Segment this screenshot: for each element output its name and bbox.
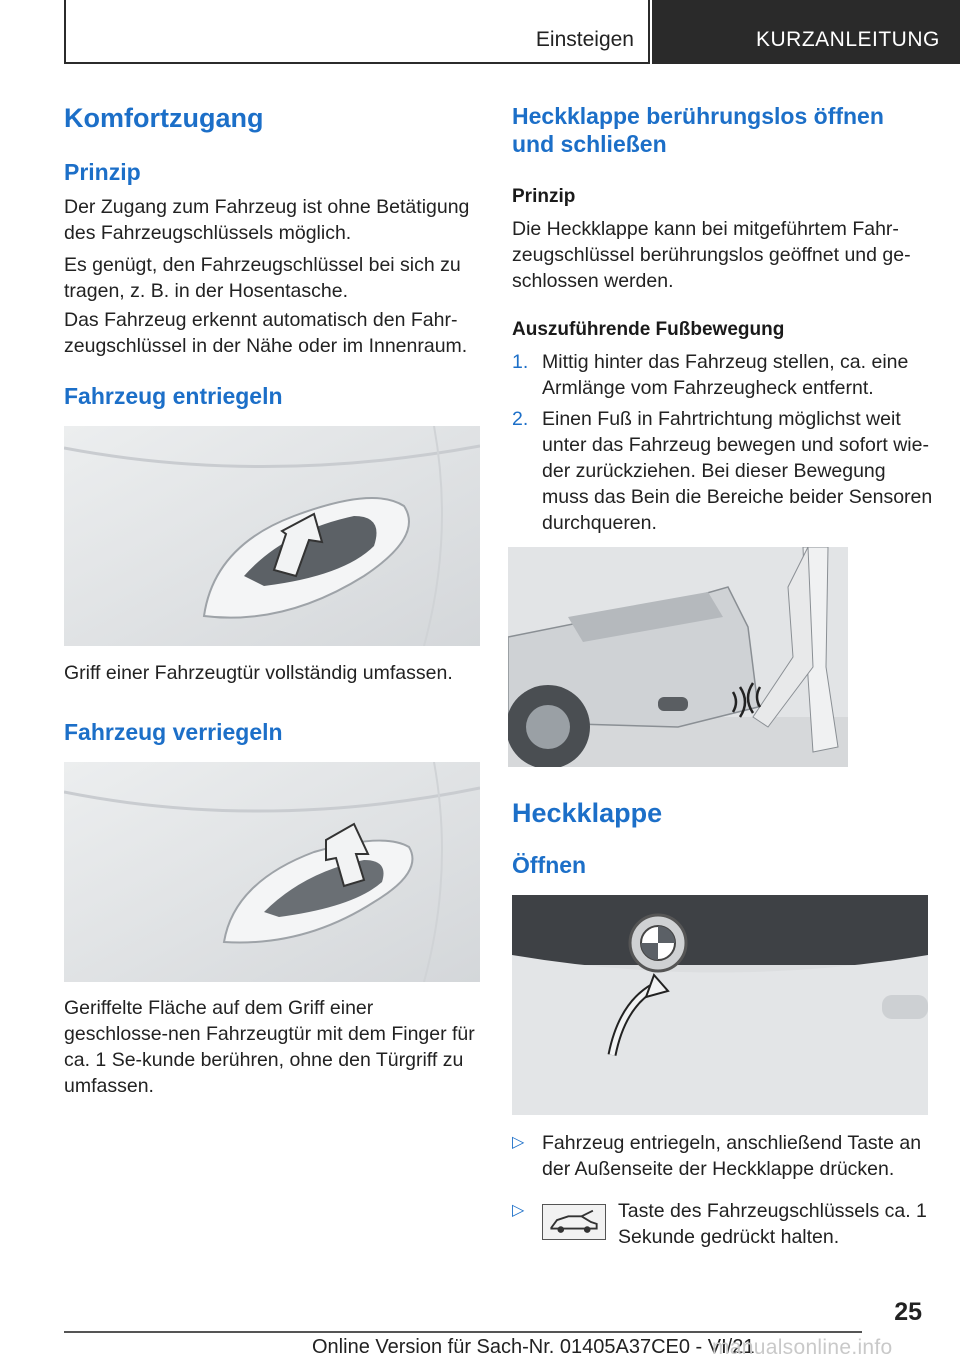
- prinzip-paragraph-3: Das Fahrzeug erkennt automatisch den Fahr-zeugschlüssel in der Nähe oder im Innenraum.: [64, 309, 468, 357]
- prinzip-paragraph-1: Der Zugang zum Fahrzeug ist ohne Betätigung des Fahrzeugschlüssels möglich.: [64, 196, 470, 244]
- bullet-item-1: [512, 1130, 930, 1182]
- verriegeln-caption: Geriffelte Fläche auf dem Griff einer geschlosse-nen Fahrzeugtür mit dem Finger für ca. 1 Se-kunde berühren, ohne den Türgriff zu umfassen.: [64, 997, 475, 1097]
- fussbewegung-heading: Auszuführende Fußbewegung: [512, 319, 785, 340]
- footer-rule: [64, 1331, 862, 1333]
- entriegeln-caption: Griff einer Fahrzeugtür vollständig umfassen.: [64, 662, 453, 684]
- komfortzugang-title: Komfortzugang: [64, 103, 264, 133]
- bullet-item-2: [512, 1198, 930, 1250]
- step-item-1: [512, 349, 932, 401]
- step-number: 1.: [512, 351, 529, 373]
- step-text: Einen Fuß in Fahrtrichtung möglichst weit unter das Fahrzeug bewegen und sofort wie-der zurückziehen. Bei dieser Bewegung muss das Bein die Bereiche beider Sensoren durchqueren.: [542, 408, 933, 534]
- car-tailgate-key-glyph: [543, 1205, 605, 1239]
- header-chapter-label: KURZANLEITUNG: [756, 28, 940, 51]
- tailgate-button-figure: [512, 895, 928, 1115]
- door-handle-lock-illustration: [64, 762, 480, 982]
- door-handle-lock-figure: [64, 762, 480, 982]
- car-tailgate-key-icon: [542, 1204, 606, 1240]
- tailgate-button-illustration: [512, 895, 928, 1115]
- prinzip-heading: Prinzip: [64, 159, 141, 185]
- door-handle-unlock-illustration: [64, 426, 480, 646]
- heckklappe-beruehrungslos-title: Heckklappe berührungslos öffnen und schließen: [512, 103, 884, 157]
- foot-gesture-illustration: [508, 547, 848, 767]
- bullet-triangle-icon: ▷: [512, 1202, 525, 1219]
- prinzip-paragraph-2: Es genügt, den Fahrzeugschlüssel bei sich zu tragen, z. B. in der Hosentasche.: [64, 254, 461, 302]
- oeffnen-heading: Öffnen: [512, 852, 587, 878]
- header-section-box: [64, 0, 650, 64]
- step-item-2: [512, 406, 932, 536]
- step-number: 2.: [512, 408, 529, 430]
- bullet-triangle-icon: ▷: [512, 1134, 525, 1151]
- bullet-text: Taste des Fahrzeugschlüssels ca. 1 Sekunde gedrückt halten.: [618, 1200, 927, 1248]
- right-prinzip-heading: Prinzip: [512, 186, 576, 207]
- online-version-note: Online Version für Sach-Nr. 01405A37CE0 - VI/21: [312, 1336, 755, 1358]
- right-prinzip-paragraph: Die Heckklappe kann bei mitgeführtem Fahr-zeugschlüssel berührungslos geöffnet und ge-schlossen werden.: [512, 218, 911, 292]
- header-chapter-tab: [652, 0, 960, 64]
- page-number: 25: [894, 1298, 922, 1326]
- heckklappe-title: Heckklappe: [512, 798, 663, 828]
- bullet-text: Fahrzeug entriegeln, anschließend Taste an der Außenseite der Heckklappe drücken.: [542, 1132, 922, 1180]
- entriegeln-heading: Fahrzeug entriegeln: [64, 383, 283, 409]
- door-handle-unlock-figure: [64, 426, 480, 646]
- foot-gesture-figure: [508, 547, 848, 767]
- step-text: Mittig hinter das Fahrzeug stellen, ca. eine Armlänge vom Fahrzeugheck entfernt.: [542, 351, 909, 399]
- header-section-label: Einsteigen: [535, 28, 634, 51]
- verriegeln-heading: Fahrzeug verriegeln: [64, 719, 283, 745]
- watermark: manualsonline.info: [712, 1336, 893, 1359]
